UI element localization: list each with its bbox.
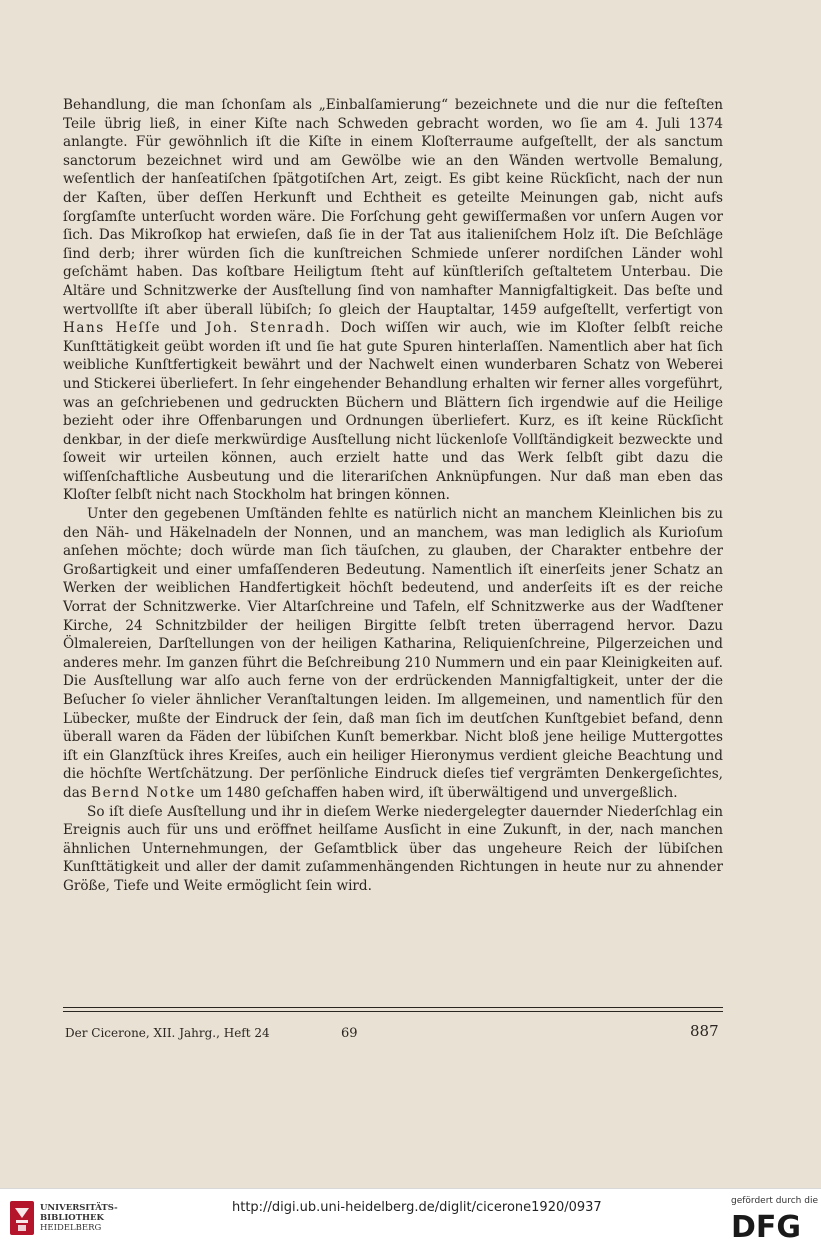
library-name-line-3: HEIDELBERG (40, 1223, 102, 1233)
page-number-right: 887 (690, 1022, 719, 1040)
permalink-url[interactable]: http://digi.ub.uni-heidelberg.de/diglit/cicerone1920/0937 (232, 1200, 602, 1215)
digital-library-bar (0, 1188, 821, 1248)
paragraph-1-conjunction: und (170, 320, 197, 337)
article-body (63, 96, 723, 896)
artist-name-joh-stenradh: Joh. Stenradh. (206, 320, 332, 337)
artist-name-bernd-notke: Bernd Notke (91, 784, 196, 801)
footer-rule-thick (63, 1007, 723, 1008)
paragraph-2 (63, 505, 723, 803)
page-number-left: 69 (341, 1026, 358, 1041)
paragraph-3: So iſt dieſe Ausſtellung und ihr in dieſem Werke niedergelegter dauernder Niederſchlag ein Ereignis auch für uns und eröffnet heilſame Ausſicht in eine Zukunft, in der, nach manchen ähnlichen Unternehmungen, der Geſamtblick über das ungeheure Reich der lübiſchen Kunſttätigkeit und aller der damit zuſammenhängenden Richtungen in heute nur zu ahnender Größe, Tiefe und Weite ermöglicht ſein wird. (63, 803, 723, 894)
dfg-logo-text: DFG (731, 1210, 802, 1240)
library-name[interactable] (40, 1203, 118, 1233)
paragraph-2-tail: um 1480 geſchaffen haben wird, iſt überwältigend und unvergeßlich. (200, 784, 678, 801)
funding-caption: gefördert durch die (731, 1196, 818, 1206)
paragraph-1 (63, 96, 723, 505)
journal-citation: Der Cicerone, XII. Jahrg., Heft 24 (65, 1026, 270, 1040)
university-seal-icon[interactable] (9, 1200, 35, 1236)
library-name-line-1: UNIVERSITÄTS- (40, 1203, 118, 1213)
footer-rule-thin (63, 1011, 723, 1012)
paragraph-1-text: Behandlung, die man ſchonſam als „Einbalſamierung“ bezeichnete und die nur die feſteſten Teile übrig ließ, in einer Kiſte nach Schweden gebracht worden, wo ſie am 4. Juli 1374 anlangte. Für gewöhnlich iſt die Kiſte in einem Kloſterraume aufgeſtellt, der als sanctum sanctorum bezeichnet wird und am Gewölbe wie an den Wänden wertvolle Bemalung, weſentlich der hanſeatiſchen ſpätgotiſchen Art, zeigt. Es gibt keine Rückſicht, nach der nun der Kaſten, über deſſen Herkunft und Echtheit es geteilte Meinungen gab, nicht aufs ſorgſamſte unterſucht worden wäre. Die Forſchung geht gewiſſermaßen vor unſern Augen vor ſich. Das Mikroſkop hat erwieſen, daß ſie in der Tat aus italieniſchem Holz iſt. Die Beſchläge ſind derb; ihrer würden ſich die kunſtreichen Schmiede unſerer nordiſchen Länder wohl geſchämt haben. Das koſtbare Heiligtum ſteht auf künſtleriſch geſtaltetem Unterbau. Die Altäre und Schnitzwerke der Ausſtellung ſind von namhafter Mannigfaltigkeit. Das beſte und wertvollſte iſt aber überall lübiſch; ſo gleich der Hauptaltar, 1459 aufgeſtellt, verfertigt von (63, 97, 723, 318)
paragraph-2-text: Unter den gegebenen Umſtänden fehlte es natürlich nicht an manchem Kleinlichen bis zu den Näh- und Häkelnadeln der Nonnen, und an manchem, was man lediglich als Kurioſum anſehen möchte; doch würde man ſich täuſchen, zu glauben, der Charakter entbehre der Großartigkeit und einer umfaſſenderen Bedeutung. Namentlich iſt einerſeits jener Schatz an Werken der weiblichen Handfertigkeit höchſt bedeutend, und anderſeits iſt es der reiche Vorrat der Schnitzwerke. Vier Altarſchreine und Tafeln, elf Schnitzwerke aus der Wadſtener Kirche, 24 Schnitzbilder der heiligen Birgitte ſelbſt treten überragend hervor. Dazu Ölmalereien, Darſtellungen von der heiligen Katharina, Reliquienſchreine, Pilgerzeichen und anderes mehr. Im ganzen führt die Beſchreibung 210 Nummern und ein paar Kleinigkeiten auf. Die Ausſtellung war alſo auch ferne von der erdrückenden Mannigfaltigkeit, unter der die Beſucher ſo vieler ähnlicher Veranſtaltungen leiden. Im allgemeinen, und namentlich für den Lübecker, mußte der Eindruck der ſein, daß man ſich im deutſchen Kunſtgebiet befand, denn überall waren da Fäden der lübiſchen Kunſt bemerkbar. Nicht bloß jene heilige Muttergottes iſt ein Glanzſtück ihres Kreiſes, auch ein heiliger Hieronymus verdient gleiche Beachtung und die höchſte Wertſchätzung. Der perſönliche Eindruck dieſes tief vergrämten Denkergeſichtes, das (63, 506, 723, 801)
paragraph-1-tail: Doch wiſſen wir auch, wie im Kloſter ſelbſt reiche Kunſttätigkeit geübt worden iſt und ſie hat gute Spuren hinterlaſſen. Namentlich aber hat ſich weibliche Kunſtfertigkeit bewährt und der Nachwelt einen wunderbaren Schatz von Weberei und Stickerei überliefert. In ſehr eingehender Behandlung erhalten wir ferner alles vorgeführt, was an geſchriebenen und gedruckten Büchern und Blättern ſich irgendwie auf die Heilige bezieht oder ihre Offenbarungen und Ordnungen überliefert. Kurz, es iſt keine Rückſicht denkbar, in der dieſe merkwürdige Ausſtellung nicht lückenloſe Vollſtändigkeit bezweckte und ſoweit wir urteilen können, auch erzielt hatte und das Werk ſelbſt gibt dazu die wiſſenſchaftliche Ausbeutung und die literariſchen Anknüpfungen. Nur daß man eben das Kloſter ſelbſt nicht nach Stockholm hat bringen können. (63, 320, 723, 504)
library-name-line-2: BIBLIOTHEK (40, 1213, 104, 1223)
artist-name-hans-hesse: Hans Heſſe (63, 320, 162, 337)
dfg-logo-icon[interactable] (731, 1210, 811, 1240)
